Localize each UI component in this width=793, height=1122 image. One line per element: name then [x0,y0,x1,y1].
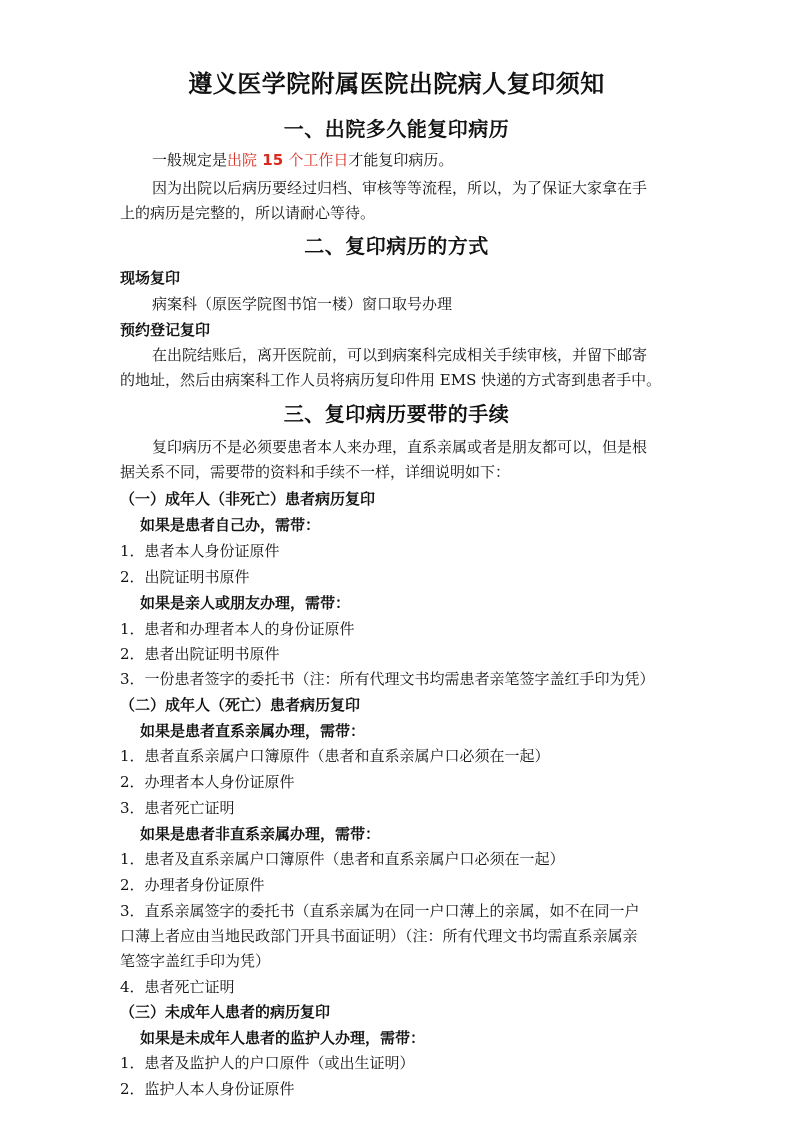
highlight-text: 出院 [227,151,258,169]
list-item: 1．患者本人身份证原件 [120,542,280,560]
section-3-intro-line-1: 复印病历不是必须要患者本人来办理，直系亲属或者是朋友都可以，但是根 [152,438,648,456]
list-item: 1．患者及直系亲属户口簿原件（患者和直系亲属户口必须在一起） [120,850,565,868]
booking-copy-line-1: 在出院结账后，离开医院前，可以到病案科完成相关手续审核，并留下邮寄 [152,346,648,364]
subsection-1-heading: （一）成年人（非死亡）患者病历复印 [120,490,376,508]
subsection-2-case-1: 如果是患者直系亲属办理，需带： [140,722,366,740]
onsite-copy-label: 现场复印 [120,269,181,287]
subsection-3-case-1: 如果是未成年人患者的监护人办理，需带： [140,1029,426,1047]
section-1-paragraph-2-line-2: 上的病历是完整的，所以请耐心等待。 [120,204,376,222]
list-item-continuation: 口薄上者应由当地民政部门开具书面证明）（注：所有代理文书均需直系亲属亲 [120,927,638,945]
section-1-paragraph-1 [152,150,453,170]
list-item: 2．患者出院证明书原件 [120,645,280,663]
list-item: 1．患者直系亲属户口簿原件（患者和直系亲属户口必须在一起） [120,747,550,765]
section-3-intro-line-2: 据关系不同，需要带的资料和手续不一样，详细说明如下： [120,463,511,481]
section-1-heading: 一、出院多久能复印病历 [283,117,510,141]
section-1-paragraph-2-line-1: 因为出院以后病历要经过归档、审核等等流程，所以，为了保证大家拿在手 [152,179,648,197]
text-span: 才能复印病历。 [348,151,454,169]
booking-copy-label: 预约登记复印 [120,321,211,339]
list-item: 4．患者死亡证明 [120,978,235,996]
list-item: 2．办理者身份证原件 [120,876,265,894]
subsection-2-case-2: 如果是患者非直系亲属办理，需带： [140,825,381,843]
highlight-number: 15 [262,151,284,169]
subsection-1-case-2: 如果是亲人或朋友办理，需带： [140,594,351,612]
list-item: 1．患者及监护人的户口原件（或出生证明） [120,1054,415,1072]
list-item: 3．患者死亡证明 [120,799,235,817]
list-item: 3．直系亲属签字的委托书（直系亲属为在同一户口薄上的亲属，如不在同一户 [120,902,640,920]
text-span: 一般规定是 [152,151,228,169]
onsite-copy-text: 病案科（原医学院图书馆一楼）窗口取号办理 [152,295,453,313]
list-item: 1．患者和办理者本人的身份证原件 [120,620,355,638]
section-2-heading: 二、复印病历的方式 [304,234,489,258]
list-item: 2．出院证明书原件 [120,568,250,586]
list-item: 3．一份患者签字的委托书（注：所有代理文书均需患者亲笔签字盖红手印为凭） [120,670,655,688]
subsection-2-heading: （二）成年人（死亡）患者病历复印 [120,696,361,714]
subsection-1-case-1: 如果是患者自己办，需带： [140,516,321,534]
list-item: 2．办理者本人身份证原件 [120,773,295,791]
page-title: 遵义医学院附属医院出院病人复印须知 [188,69,605,98]
list-item: 2．监护人本人身份证原件 [120,1080,295,1098]
subsection-3-heading: （三）未成年人患者的病历复印 [120,1003,331,1021]
section-3-heading: 三、复印病历要带的手续 [283,402,510,426]
highlight-text: 个工作日 [288,151,349,169]
booking-copy-line-2: 的地址，然后由病案科工作人员将病历复印件用 EMS 快递的方式寄到患者手中。 [120,371,662,389]
list-item-continuation: 笔签字盖红手印为凭） [120,952,271,970]
